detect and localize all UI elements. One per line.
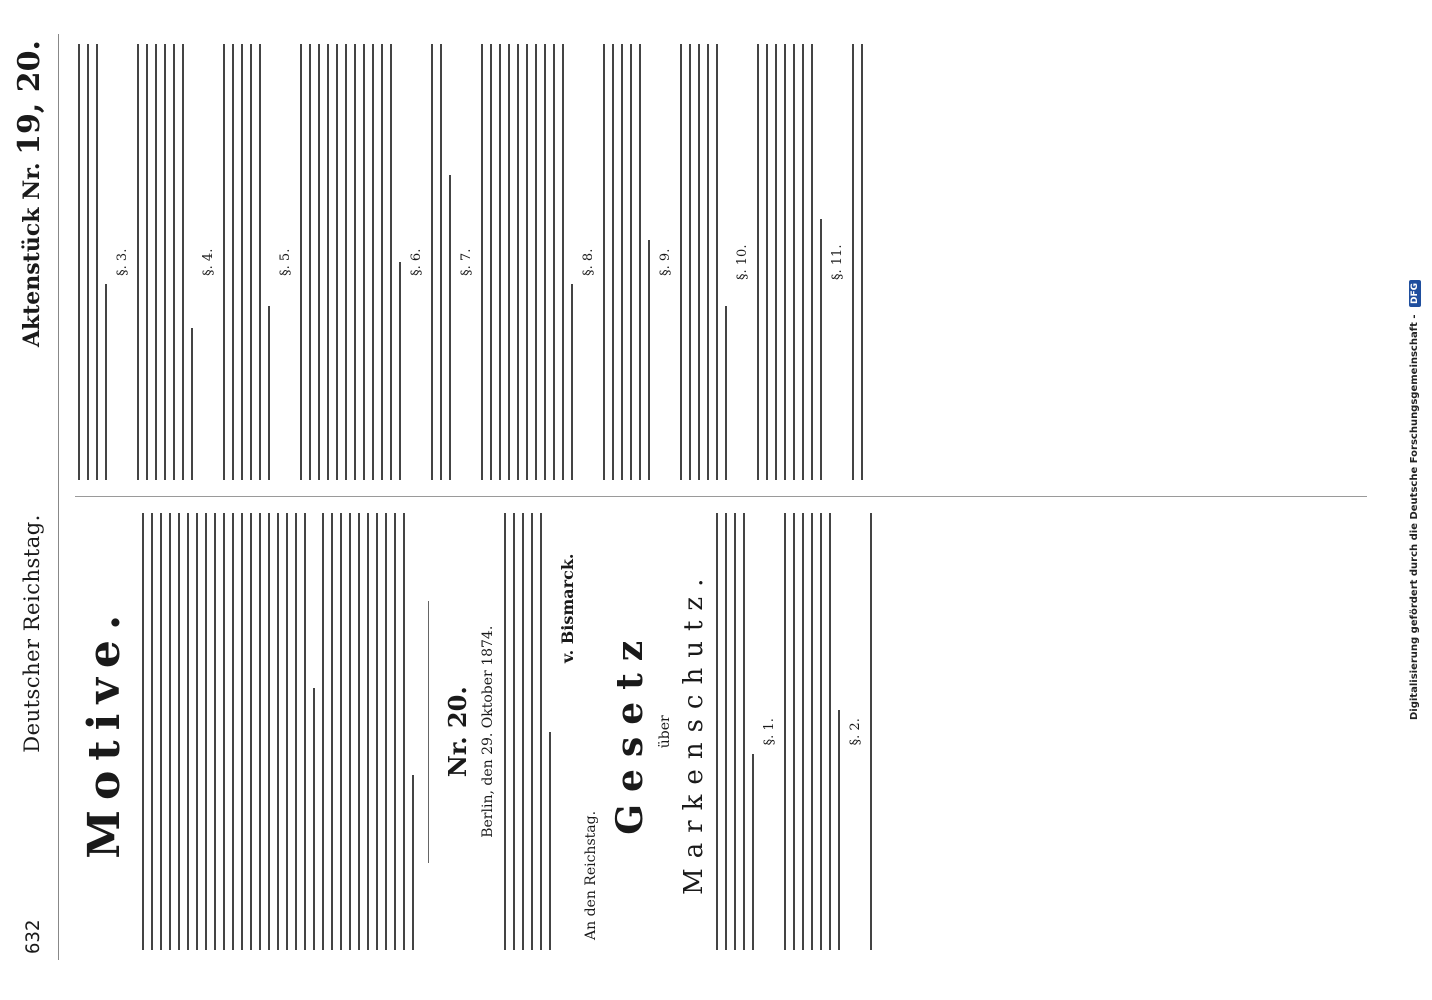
text-line-placeholder xyxy=(142,514,144,951)
section-mark: §. 4. xyxy=(201,248,216,276)
document-heading: Nr. 20. xyxy=(443,686,472,778)
text-line-placeholder xyxy=(549,732,551,950)
text-line-placeholder xyxy=(793,44,795,481)
law-subject: Markenschutz. xyxy=(679,568,709,895)
law-text xyxy=(680,44,727,481)
text-line-placeholder xyxy=(196,514,198,951)
text-line-placeholder xyxy=(146,44,148,481)
law-text xyxy=(481,44,573,481)
text-line-placeholder xyxy=(802,514,804,951)
text-line-placeholder xyxy=(87,44,89,481)
text-line-placeholder xyxy=(390,44,392,481)
document-number-value: 19, 20. xyxy=(12,40,47,155)
text-line-placeholder xyxy=(449,175,451,481)
text-line-placeholder xyxy=(698,44,700,481)
text-line-placeholder xyxy=(861,44,863,481)
text-line-placeholder xyxy=(259,514,261,951)
text-line-placeholder xyxy=(241,514,243,951)
law-text xyxy=(870,514,872,951)
page-header xyxy=(12,34,59,960)
law-about: über xyxy=(657,715,673,749)
text-line-placeholder xyxy=(309,44,311,481)
text-line-placeholder xyxy=(304,514,306,951)
text-line-placeholder xyxy=(513,514,515,951)
dfg-logo-icon: DFG xyxy=(1409,280,1421,307)
section-mark: §. 1. xyxy=(762,718,777,746)
text-line-placeholder xyxy=(322,514,324,951)
text-line-placeholder xyxy=(838,710,840,950)
text-line-placeholder xyxy=(327,44,329,481)
law-text xyxy=(784,514,840,951)
text-line-placeholder xyxy=(300,44,302,481)
text-line-placeholder xyxy=(340,514,342,951)
text-line-placeholder xyxy=(571,284,573,480)
text-line-placeholder xyxy=(223,514,225,951)
motive-text xyxy=(322,514,414,951)
text-line-placeholder xyxy=(811,44,813,481)
column-divider xyxy=(75,497,1367,498)
text-line-placeholder xyxy=(137,44,139,481)
page-number: 632 xyxy=(22,919,44,954)
section-mark: §. 6. xyxy=(409,248,424,276)
law-text xyxy=(431,44,451,481)
section-mark: §. 2. xyxy=(848,718,863,746)
text-line-placeholder xyxy=(766,44,768,481)
section-mark: §. 9. xyxy=(658,248,673,276)
text-line-placeholder xyxy=(504,514,506,951)
text-line-placeholder xyxy=(232,514,234,951)
text-line-placeholder xyxy=(151,514,153,951)
text-line-placeholder xyxy=(336,44,338,481)
text-line-placeholder xyxy=(232,44,234,481)
text-line-placeholder xyxy=(725,306,727,481)
text-line-placeholder xyxy=(752,754,754,950)
text-line-placeholder xyxy=(96,44,98,481)
text-line-placeholder xyxy=(802,44,804,481)
text-line-placeholder xyxy=(78,44,80,481)
text-line-placeholder xyxy=(820,514,822,951)
law-text xyxy=(300,44,401,481)
text-line-placeholder xyxy=(331,514,333,951)
text-line-placeholder xyxy=(268,514,270,951)
text-line-placeholder xyxy=(544,44,546,481)
left-column xyxy=(71,504,1367,961)
text-line-placeholder xyxy=(870,514,872,951)
text-line-placeholder xyxy=(155,44,157,481)
enacting-clause xyxy=(716,514,754,951)
text-line-placeholder xyxy=(105,284,107,480)
text-line-placeholder xyxy=(707,44,709,481)
text-line-placeholder xyxy=(784,44,786,481)
text-line-placeholder xyxy=(354,44,356,481)
text-line-placeholder xyxy=(164,44,166,481)
text-line-placeholder xyxy=(852,44,854,481)
text-line-placeholder xyxy=(648,240,650,480)
text-line-placeholder xyxy=(372,44,374,481)
law-text xyxy=(223,44,270,481)
text-line-placeholder xyxy=(376,514,378,951)
text-line-placeholder xyxy=(223,44,225,481)
text-line-placeholder xyxy=(499,44,501,481)
text-line-placeholder xyxy=(412,775,414,950)
text-line-placeholder xyxy=(680,44,682,481)
law-text xyxy=(757,44,822,481)
document-number-prefix: Aktenstück Nr. xyxy=(19,162,45,348)
text-line-placeholder xyxy=(526,44,528,481)
text-line-placeholder xyxy=(793,514,795,951)
text-line-placeholder xyxy=(508,44,510,481)
text-line-placeholder xyxy=(603,44,605,481)
text-line-placeholder xyxy=(784,514,786,951)
text-line-placeholder xyxy=(716,44,718,481)
addressee: An den Reichstag. xyxy=(583,810,599,940)
digitization-credit xyxy=(1398,0,1432,1000)
signature: v. Bismarck. xyxy=(558,553,577,664)
law-text xyxy=(852,44,863,481)
text-line-placeholder xyxy=(562,44,564,481)
document-number xyxy=(12,40,47,347)
text-line-placeholder xyxy=(725,514,727,951)
text-line-placeholder xyxy=(268,306,270,481)
text-line-placeholder xyxy=(182,44,184,481)
text-line-placeholder xyxy=(295,514,297,951)
text-line-placeholder xyxy=(250,44,252,481)
dateline: Berlin, den 29. Oktober 1874. xyxy=(480,625,496,838)
text-line-placeholder xyxy=(286,514,288,951)
credit-text: Digitalisierung gefördert durch die Deutsche Forschungsgemeinschaft - xyxy=(1409,314,1421,721)
text-line-placeholder xyxy=(169,514,171,951)
text-line-placeholder xyxy=(531,514,533,951)
text-line-placeholder xyxy=(358,514,360,951)
text-line-placeholder xyxy=(775,44,777,481)
text-line-placeholder xyxy=(385,514,387,951)
text-line-placeholder xyxy=(277,514,279,951)
text-line-placeholder xyxy=(214,514,216,951)
text-line-placeholder xyxy=(630,44,632,481)
text-line-placeholder xyxy=(743,514,745,951)
text-line-placeholder xyxy=(205,514,207,951)
text-line-placeholder xyxy=(540,514,542,951)
text-line-placeholder xyxy=(689,44,691,481)
law-text xyxy=(78,44,107,481)
text-line-placeholder xyxy=(367,514,369,951)
section-mark: §. 7. xyxy=(459,248,474,276)
section-mark: §. 5. xyxy=(278,248,293,276)
section-mark: §. 10. xyxy=(735,244,750,280)
text-line-placeholder xyxy=(553,44,555,481)
text-line-placeholder xyxy=(440,44,442,481)
law-text xyxy=(603,44,650,481)
text-line-placeholder xyxy=(431,44,433,481)
text-line-placeholder xyxy=(318,44,320,481)
cover-letter-text xyxy=(504,514,551,951)
text-line-placeholder xyxy=(621,44,623,481)
text-line-placeholder xyxy=(612,44,614,481)
running-title: Deutscher Reichstag. xyxy=(20,514,44,753)
law-heading: Gesetz xyxy=(609,628,651,835)
text-line-placeholder xyxy=(639,44,641,481)
right-column xyxy=(71,34,1367,491)
text-line-placeholder xyxy=(734,514,736,951)
text-line-placeholder xyxy=(313,688,315,950)
section-mark: §. 11. xyxy=(830,244,845,280)
text-line-placeholder xyxy=(259,44,261,481)
separator-rule xyxy=(428,601,429,863)
text-line-placeholder xyxy=(820,219,822,481)
text-line-placeholder xyxy=(345,44,347,481)
text-line-placeholder xyxy=(187,514,189,951)
text-line-placeholder xyxy=(394,514,396,951)
motive-heading: Motive. xyxy=(79,604,130,859)
text-line-placeholder xyxy=(250,514,252,951)
text-line-placeholder xyxy=(716,514,718,951)
text-line-placeholder xyxy=(481,44,483,481)
text-line-placeholder xyxy=(517,44,519,481)
text-line-placeholder xyxy=(811,514,813,951)
text-line-placeholder xyxy=(829,514,831,951)
law-text xyxy=(137,44,193,481)
section-mark: §. 8. xyxy=(581,248,596,276)
text-line-placeholder xyxy=(191,328,193,481)
text-line-placeholder xyxy=(160,514,162,951)
text-line-placeholder xyxy=(349,514,351,951)
text-line-placeholder xyxy=(241,44,243,481)
text-line-placeholder xyxy=(178,514,180,951)
text-line-placeholder xyxy=(381,44,383,481)
text-line-placeholder xyxy=(490,44,492,481)
section-mark: §. 3. xyxy=(115,248,130,276)
text-line-placeholder xyxy=(363,44,365,481)
text-line-placeholder xyxy=(757,44,759,481)
text-line-placeholder xyxy=(399,262,401,480)
text-line-placeholder xyxy=(522,514,524,951)
text-line-placeholder xyxy=(173,44,175,481)
text-line-placeholder xyxy=(535,44,537,481)
motive-text xyxy=(142,514,315,951)
text-line-placeholder xyxy=(403,514,405,951)
text-columns xyxy=(71,34,1367,960)
